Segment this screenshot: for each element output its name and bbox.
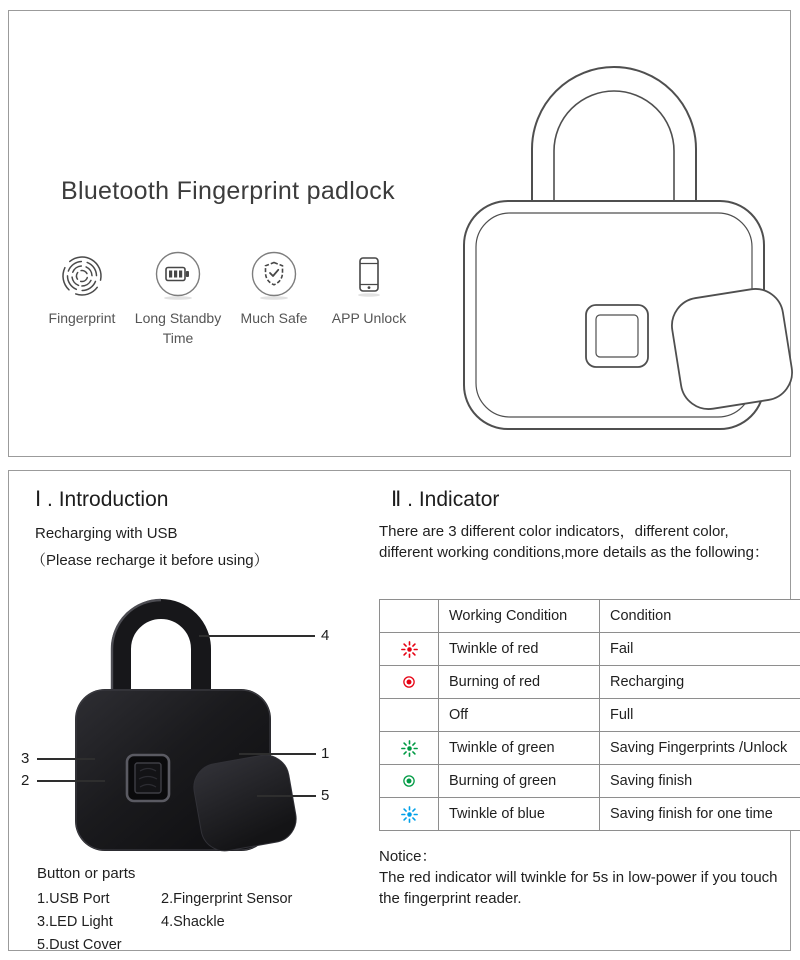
table-row-twinkle-red	[380, 633, 800, 666]
cell-icon	[380, 798, 439, 831]
table-row-off	[380, 699, 800, 732]
cell-working: Off	[439, 699, 600, 732]
hero-section	[8, 10, 791, 457]
notice-text: The red indicator will twinkle for 5s in low-power if you touch the fingerprint reader.	[379, 869, 778, 908]
cell-working: Burning of green	[439, 765, 600, 798]
part-shackle: 4.Shackle	[161, 914, 225, 930]
parts-list-title: Button or parts	[37, 865, 136, 882]
cell-icon	[380, 732, 439, 765]
burning-green-icon	[401, 773, 417, 789]
twinkle-green-icon	[400, 739, 419, 758]
indicator-heading: Ⅱ . Indicator	[391, 488, 500, 511]
callout-line-shackle	[199, 635, 315, 637]
part-led-light: 3.LED Light	[37, 914, 113, 930]
twinkle-blue-icon	[400, 805, 419, 824]
feature-label: APP Unlock	[331, 310, 407, 326]
cell-working: Twinkle of red	[439, 633, 600, 666]
cell-icon	[380, 633, 439, 666]
feature-label: Much Safe	[240, 310, 308, 326]
cell-condition: Full	[600, 699, 800, 732]
intro-line-recharge: （Please recharge it before using）	[31, 552, 269, 569]
table-row-twinkle-blue	[380, 798, 800, 831]
feature-label: Fingerprint	[48, 310, 116, 326]
callout-line-led-light	[37, 758, 95, 760]
callout-number-led-light: 3	[21, 750, 30, 767]
part-fingerprint-sensor: 2.Fingerprint Sensor	[161, 891, 293, 907]
cell-working: Burning of red	[439, 666, 600, 699]
callout-line-fingerprint-sensor	[37, 780, 105, 782]
burning-red-icon	[401, 674, 417, 690]
cell-condition: Saving Fingerprints /Unlock	[600, 732, 800, 765]
cell-icon-empty	[380, 699, 439, 732]
part-dust-cover: 5.Dust Cover	[37, 937, 122, 953]
cell-condition: Saving finish	[600, 765, 800, 798]
twinkle-red-icon	[400, 640, 419, 659]
intro-line-usb: Recharging with USB	[35, 525, 178, 542]
callout-number-dust-cover: 5	[321, 787, 330, 804]
header-cell-working-condition: Working Condition	[439, 600, 600, 633]
cell-icon	[380, 666, 439, 699]
padlock-line-drawing	[454, 53, 794, 443]
header-cell-condition: Condition	[600, 600, 800, 633]
callout-line-dust-cover	[257, 795, 316, 797]
cell-icon	[380, 765, 439, 798]
callout-number-usb-port: 1	[321, 745, 330, 762]
table-row-burning-green	[380, 765, 800, 798]
feature-app-unlock	[311, 251, 427, 329]
padlock-product-image	[51, 589, 321, 859]
parts-list	[37, 891, 331, 953]
indicator-description: There are 3 different color indicators，different color, different working conditions,more details as the following：	[379, 523, 769, 562]
callout-line-usb-port	[239, 753, 316, 755]
callout-number-fingerprint-sensor: 2	[21, 772, 30, 789]
table-row-burning-red	[380, 666, 800, 699]
header-cell-icon	[380, 600, 439, 633]
cell-condition: Recharging	[600, 666, 800, 699]
cell-condition: Saving finish for one time	[600, 798, 800, 831]
part-usb-port: 1.USB Port	[37, 891, 110, 907]
introduction-heading: Ⅰ . Introduction	[35, 488, 169, 511]
indicator-table	[379, 599, 800, 831]
phone-icon	[311, 251, 427, 301]
cell-working: Twinkle of blue	[439, 798, 600, 831]
table-row-twinkle-green	[380, 732, 800, 765]
notice-title: Notice：	[379, 848, 437, 865]
table-header-row	[380, 600, 800, 633]
cell-working: Twinkle of green	[439, 732, 600, 765]
feature-label: Long Standby Time	[134, 310, 222, 346]
callout-number-shackle: 4	[321, 627, 330, 644]
cell-condition: Fail	[600, 633, 800, 666]
details-section	[8, 470, 791, 951]
product-title: Bluetooth Fingerprint padlock	[61, 177, 395, 205]
